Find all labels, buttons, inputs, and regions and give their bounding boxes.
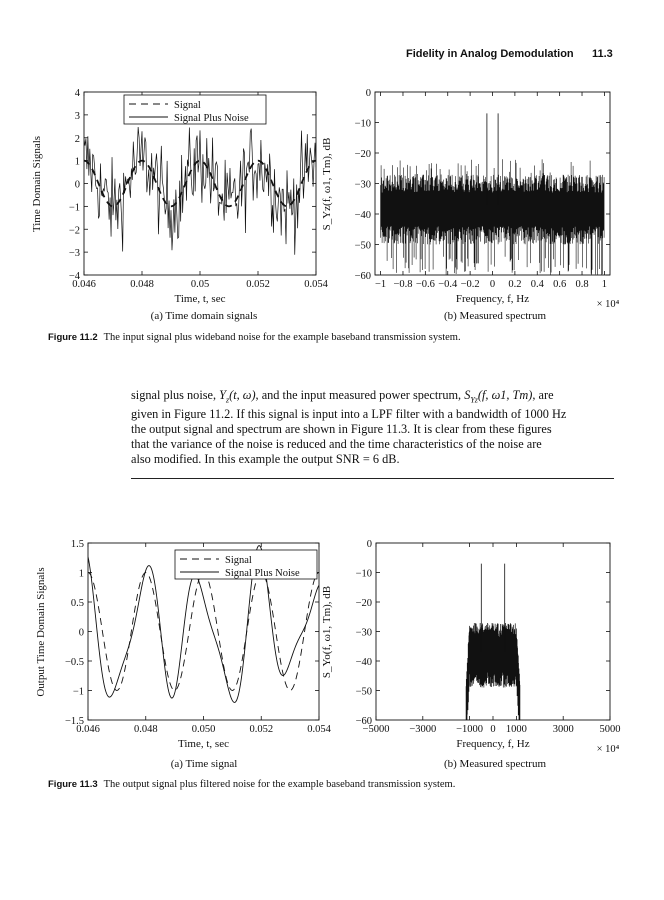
- y-tick-label: 0: [74, 179, 80, 191]
- body-line-5: also modified. In this example the output SNR = 6 dB.: [131, 452, 400, 467]
- x-axis-label: Frequency, f, Hz: [455, 293, 530, 305]
- y-tick-label: 0: [366, 539, 372, 550]
- y-tick-label: −2: [68, 225, 80, 237]
- x-tick-label: −0.8: [393, 279, 413, 290]
- chart-time-output: [35, 539, 332, 750]
- body-line-1: signal plus noise, $Y_z(t$, ω), and the input measured power spectrum, $S_{Yz}(f$, ω1, Tm), are: [131, 388, 554, 405]
- y-tick-label: −1: [72, 686, 84, 698]
- chart-spectrum-input: [321, 88, 620, 310]
- panel-b-caption: (b) Measured spectrum: [443, 310, 547, 322]
- series-line-signal-plus-noise: [84, 127, 316, 255]
- y-tick-label: 1.5: [70, 539, 84, 550]
- x-tick-label: 1: [601, 279, 608, 290]
- x-tick-label: 0.048: [133, 724, 158, 735]
- y-tick-label: −10: [354, 118, 371, 130]
- y-tick-label: −50: [355, 686, 372, 698]
- x-tick-label: 0.052: [249, 724, 274, 735]
- x-tick-label: −5000: [362, 724, 390, 735]
- figure-label: Figure 11.2: [48, 332, 98, 343]
- x-tick-label: 0.054: [307, 724, 331, 735]
- x-tick-label: −3000: [409, 724, 437, 735]
- legend-label: Signal: [225, 555, 252, 566]
- y-tick-label: −10: [355, 568, 372, 580]
- x-tick-label: 0.052: [246, 279, 270, 290]
- y-tick-label: −4: [68, 271, 80, 282]
- y-tick-label: 3: [74, 110, 80, 122]
- x-tick-label: 5000: [599, 724, 621, 735]
- x-tick-label: 1000: [505, 724, 527, 735]
- body-line-3: the output signal and spectrum are shown in Figure 11.3. It is clear from these figures: [131, 422, 552, 437]
- x-tick-label: 0.050: [191, 724, 216, 735]
- y-tick-label: −20: [355, 598, 372, 609]
- figure-11-3-svg: [0, 530, 664, 760]
- y-tick-label: 0.5: [70, 598, 84, 609]
- y-tick-label: −3: [68, 248, 80, 260]
- x-tick-label: 0.054: [304, 279, 328, 290]
- series-noise-spectrum: [466, 623, 520, 720]
- x-tick-label: 0.6: [553, 279, 567, 290]
- y-tick-label: 0: [78, 627, 84, 639]
- y-axis-label: S_Yo(f, ω1, Tm), dB: [321, 585, 333, 679]
- x-tick-label: 0.8: [575, 279, 589, 290]
- figure-label: Figure 11.3: [48, 779, 98, 790]
- y-tick-label: −0.5: [64, 657, 84, 668]
- x-tick-label: −0.6: [415, 279, 435, 290]
- y-tick-label: 0: [365, 88, 371, 99]
- x-tick-label: 3000: [552, 724, 574, 735]
- y-tick-label: 1: [78, 568, 84, 580]
- x-axis-label: Time, t, sec: [178, 738, 229, 750]
- panel-b-caption: (b) Measured spectrum: [443, 758, 547, 770]
- legend-label: Signal Plus Noise: [225, 568, 300, 579]
- body-line-4: that the variance of the noise is reduced and the time characteristics of the noise are: [131, 437, 542, 452]
- x-tick-label: 0.046: [72, 279, 96, 290]
- y-tick-label: −1.5: [64, 716, 84, 727]
- section-rule: [131, 478, 614, 479]
- running-header-title: Fidelity in Analog Demodulation: [406, 48, 574, 60]
- y-axis-label: Time Domain Signals: [31, 135, 43, 233]
- body-line-2: given in Figure 11.2. If this signal is input into a LPF filter with a bandwidth of 1000 Hz: [131, 407, 567, 422]
- x-tick-label: 0.046: [76, 724, 100, 735]
- y-axis-label: S_Yz(f, ω1, Tm), dB: [321, 137, 333, 231]
- y-tick-label: 2: [74, 133, 80, 145]
- x-tick-label: 0.048: [130, 279, 154, 290]
- figure-11-2-caption: [48, 332, 461, 343]
- y-tick-label: −40: [355, 657, 372, 668]
- figure-11-2-svg: [0, 80, 664, 328]
- y-tick-label: −30: [355, 627, 372, 639]
- y-tick-label: −1: [68, 202, 80, 214]
- legend-label: Signal Plus Noise: [174, 113, 249, 124]
- chart-time-domain-input: [31, 88, 329, 305]
- chart-spectrum-output: [321, 539, 621, 755]
- caption-text: The output signal plus filtered noise for the example baseband transmission system.: [103, 779, 456, 790]
- panel-a-caption: (a) Time domain signals: [150, 310, 258, 322]
- x-tick-label: 0.4: [530, 279, 544, 290]
- y-tick-label: −60: [354, 271, 371, 282]
- x-tick-label: 0: [489, 279, 496, 290]
- panel-a-caption: (a) Time signal: [170, 758, 238, 770]
- x-tick-label: 0.05: [190, 279, 210, 290]
- x-tick-label: −1: [375, 279, 387, 290]
- x-tick-label: 0.2: [508, 279, 522, 290]
- body-paragraph: [131, 388, 614, 467]
- y-axis-label: Output Time Domain Signals: [35, 567, 47, 697]
- legend-label: Signal: [174, 100, 201, 111]
- y-tick-label: −30: [354, 179, 371, 191]
- y-tick-label: 1: [74, 156, 80, 168]
- x-axis-label: Frequency, f, Hz: [456, 738, 530, 750]
- x-axis-label: Time, t, sec: [174, 293, 226, 305]
- x-tick-label: 0: [490, 724, 496, 735]
- y-tick-label: −60: [355, 716, 372, 727]
- section-number: 11.3: [592, 48, 613, 60]
- y-tick-label: −40: [354, 210, 371, 221]
- figure-11-3-caption: [48, 779, 455, 790]
- y-tick-label: 4: [74, 88, 80, 99]
- x-tick-label: −0.2: [460, 279, 480, 290]
- x-multiplier-label: × 10⁴: [596, 299, 620, 310]
- x-multiplier-label: × 10⁴: [596, 744, 620, 755]
- y-tick-label: −50: [354, 240, 371, 252]
- x-tick-label: −1000: [456, 724, 484, 735]
- y-tick-label: −20: [354, 149, 371, 160]
- series-line-signal: [88, 573, 319, 691]
- caption-text: The input signal plus wideband noise for the example baseband transmission system.: [103, 332, 461, 343]
- x-tick-label: −0.4: [438, 279, 458, 290]
- series-noise-spectrum: [381, 159, 604, 275]
